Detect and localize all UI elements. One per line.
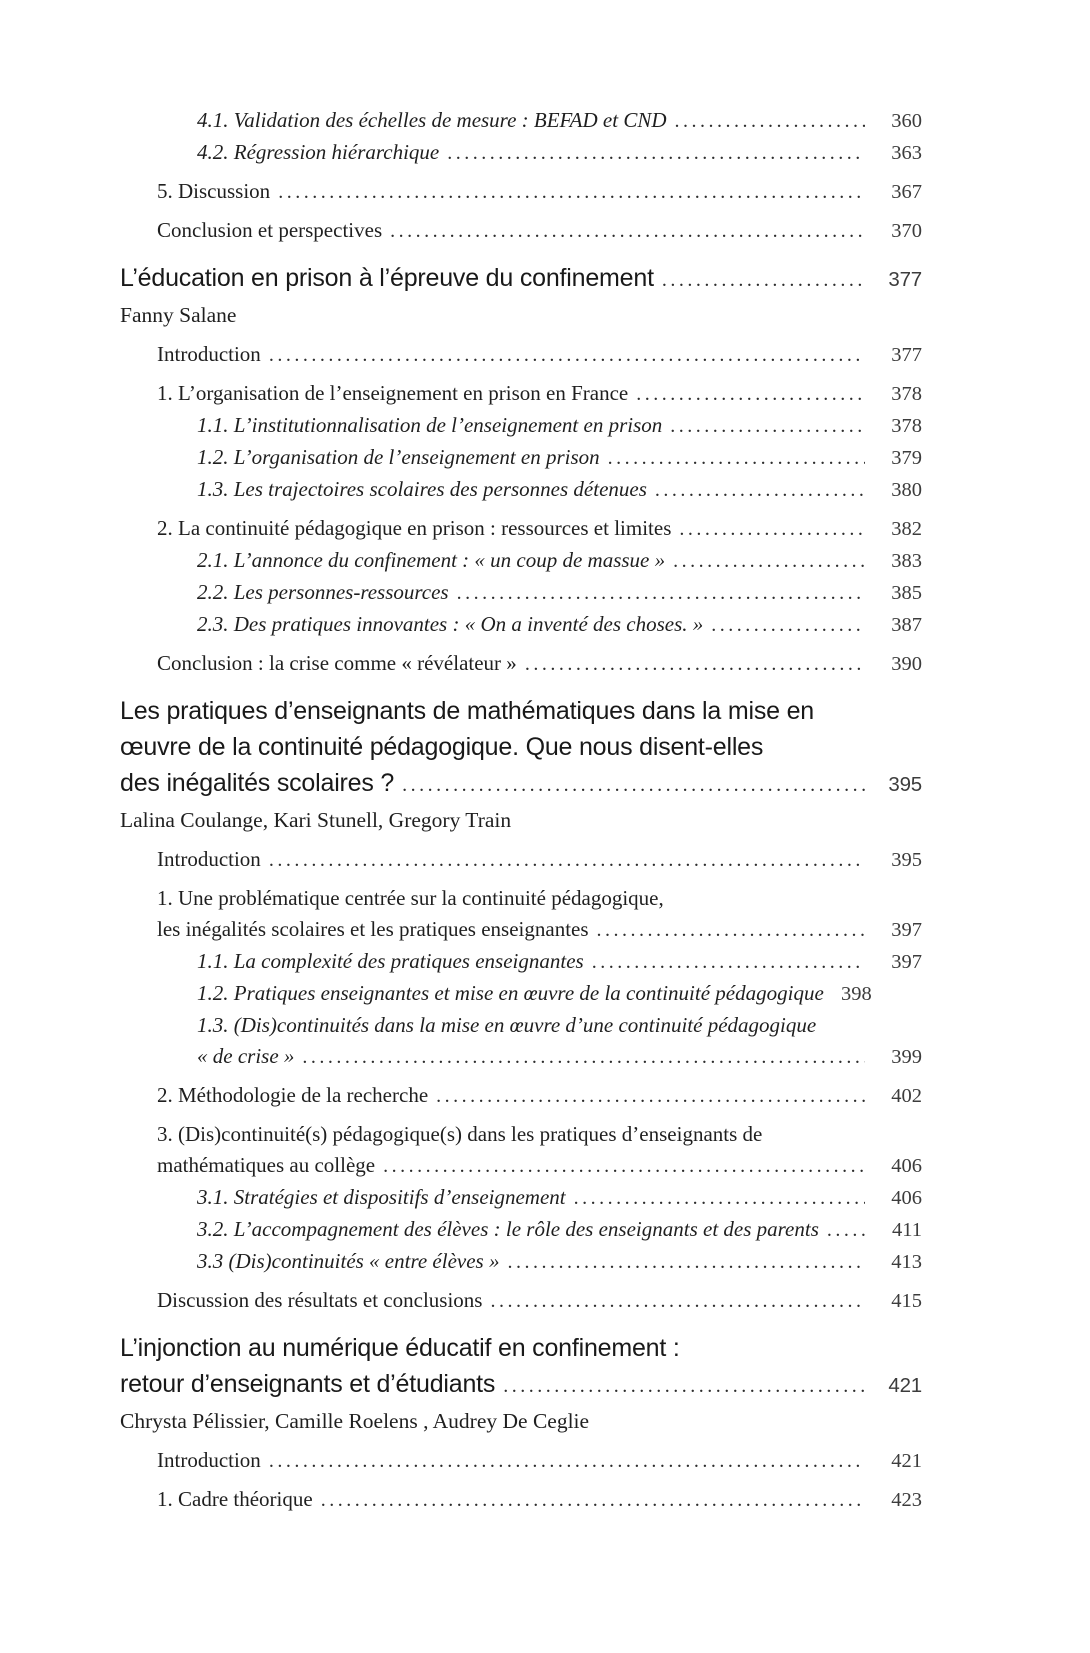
toc-entry-page: 399 [891,1046,922,1068]
toc-entry-page: 380 [891,479,922,501]
dot-leader [447,137,865,169]
toc-entry-page: 378 [891,383,922,405]
toc-chapter-title [120,729,922,765]
dot-leader [269,844,865,876]
toc-entry-page: 415 [891,1290,922,1312]
toc-entry-page: 397 [891,951,922,973]
toc-list [120,105,922,1516]
toc-entry-title: L’injonction au numérique éducatif en confinement : [120,1334,680,1362]
toc-entry-title: 2.3. Des pratiques innovantes : « On a inventé des choses. » [197,612,704,636]
toc-entry-title: Introduction [157,1448,261,1472]
dot-leader [655,474,865,506]
toc-entry-title: Conclusion et perspectives [157,218,383,242]
toc-entry [120,137,922,169]
toc-entry [120,577,922,609]
dot-leader [574,1182,865,1214]
toc-entry-page: 395 [891,849,922,871]
toc-entry-title: des inégalités scolaires ? [120,769,395,797]
toc-entry-title: 1. L’organisation de l’enseignement en prison en France [157,381,629,405]
toc-entry [120,215,922,247]
toc-entry [120,105,922,137]
toc-entry-title: 3.3 (Dis)continuités « entre élèves » [197,1249,500,1273]
dot-leader [390,215,865,247]
toc-entry-title: 1.2. L’organisation de l’enseignement en prison [197,445,600,469]
toc-entry-title: Fanny Salane [120,303,237,327]
toc-entry-title: 2.1. L’annonce du confinement : « un coup de massue » [197,548,666,572]
toc-entry [120,1150,922,1182]
toc-entry-page: 406 [891,1155,922,1177]
toc-entry-page: 413 [891,1251,922,1273]
toc-entry-title: 4.2. Régression hiérarchique [197,140,440,164]
toc-entry-page: 382 [891,518,922,540]
toc-entry-title: mathématiques au collège [157,1153,376,1177]
toc-entry-title: 1. Cadre théorique [157,1487,313,1511]
dot-leader [711,609,865,641]
dot-leader [597,914,865,946]
toc-entry-title: les inégalités scolaires et les pratiques enseignantes [157,917,589,941]
toc-entry-title: 1.3. Les trajectoires scolaires des personnes détenues [197,477,647,501]
toc-entry-title: 3.1. Stratégies et dispositifs d’enseignement [197,1185,566,1209]
dot-leader [679,513,865,545]
toc-entry-title: 1.1. L’institutionnalisation de l’enseignement en prison [197,413,663,437]
dot-leader [269,1445,865,1477]
toc-entry [120,1182,922,1214]
toc-entry-title: 1. Une problématique centrée sur la continuité pédagogique, [157,886,664,910]
toc-entry-page: 377 [888,268,922,291]
dot-leader [278,176,865,208]
dot-leader [436,1080,865,1112]
toc-entry [120,1214,922,1246]
toc-entry-page: 378 [891,415,922,437]
toc-entry-title: 2. Méthodologie de la recherche [157,1083,429,1107]
toc-entry-page: 411 [892,1219,922,1241]
toc-entry-title: Lalina Coulange, Kari Stunell, Gregory Train [120,808,512,832]
dot-leader [670,410,865,442]
toc-entry-title: 1.1. La complexité des pratiques enseignantes [197,949,584,973]
toc-entry [120,946,922,978]
toc-entry [120,1041,922,1073]
toc-entry [120,883,922,914]
toc-entry-title: 1.2. Pratiques enseignantes et mise en œuvre de la continuité pédagogique [197,981,824,1005]
toc-entry-title: 5. Discussion [157,179,271,203]
dot-leader [507,1246,865,1278]
toc-entry [120,844,922,876]
toc-entry-page: 421 [891,1450,922,1472]
toc-chapter-title [120,693,922,729]
toc-entry-page: 383 [891,550,922,572]
dot-leader [636,378,865,410]
toc-entry-page: 421 [888,1374,922,1397]
toc-entry-title: 3.2. L’accompagnement des élèves : le rôle des enseignants et des parents [197,1217,819,1241]
toc-entry-page: 398 [841,983,872,1005]
dot-leader [525,648,865,680]
toc-entry [120,1246,922,1278]
toc-entry [120,378,922,410]
toc-entry-page: 363 [891,142,922,164]
dot-leader [490,1285,865,1317]
toc-entry-title: Introduction [157,342,261,366]
dot-leader [383,1150,865,1182]
toc-entry-title: L’éducation en prison à l’épreuve du confinement [120,264,654,292]
toc-entry-title: 3. (Dis)continuité(s) pédagogique(s) dans les pratiques d’enseignants de [157,1122,763,1146]
toc-entry-page: 385 [891,582,922,604]
dot-leader [402,765,865,803]
toc-entry-page: 367 [891,181,922,203]
toc-entry-title: « de crise » [197,1044,295,1068]
toc-entry [120,545,922,577]
toc-entry-title: 2.2. Les personnes-ressources [197,580,449,604]
toc-entry-title: Les pratiques d’enseignants de mathématiques dans la mise en [120,697,814,725]
toc-entry [120,609,922,641]
dot-leader [675,105,866,137]
toc-author [120,298,922,332]
toc-entry [120,1484,922,1516]
dot-leader [592,946,865,978]
toc-entry-page: 377 [891,344,922,366]
toc-entry-page: 397 [891,919,922,941]
toc-author [120,803,922,837]
toc-entry [120,176,922,208]
toc-entry [120,339,922,371]
toc-entry [120,648,922,680]
toc-entry [120,914,922,946]
toc-entry-page: 395 [888,773,922,796]
dot-leader [457,577,865,609]
toc-entry-title: Conclusion : la crise comme « révélateur » [157,651,517,675]
toc-entry-title: 4.1. Validation des échelles de mesure : BEFAD et CND [197,108,667,132]
toc-entry-page: 390 [891,653,922,675]
toc-entry [120,978,922,1010]
toc-entry-page: 370 [891,220,922,242]
toc-entry-page: 402 [891,1085,922,1107]
toc-author [120,1404,922,1438]
toc-entry [120,513,922,545]
dot-leader [827,1214,865,1246]
toc-entry [120,474,922,506]
toc-entry-title: 2. La continuité pédagogique en prison : ressources et limites [157,516,672,540]
toc-entry-title: œuvre de la continuité pédagogique. Que nous disent-elles [120,733,764,761]
dot-leader [662,260,865,298]
toc-chapter-title [120,1366,922,1404]
toc-entry [120,442,922,474]
toc-entry-page: 387 [891,614,922,636]
dot-leader [302,1041,865,1073]
toc-entry [120,1080,922,1112]
toc-entry-title: Introduction [157,847,261,871]
toc-entry-page: 360 [891,110,922,132]
toc-entry-title: Chrysta Pélissier, Camille Roelens , Audrey De Ceglie [120,1409,590,1433]
toc-chapter-title [120,1330,922,1366]
toc-entry [120,1445,922,1477]
dot-leader [608,442,865,474]
toc-entry-title: Discussion des résultats et conclusions [157,1288,483,1312]
dot-leader [673,545,865,577]
toc-entry [120,410,922,442]
toc-entry [120,1285,922,1317]
dot-leader [321,1484,865,1516]
toc-entry-page: 423 [891,1489,922,1511]
dot-leader [269,339,865,371]
toc-chapter-title [120,260,922,298]
toc-entry-title: retour d’enseignants et d’étudiants [120,1370,496,1398]
toc-entry-page: 406 [891,1187,922,1209]
toc-entry-title: 1.3. (Dis)continuités dans la mise en œuvre d’une continuité pédagogique [197,1013,817,1037]
dot-leader [503,1366,865,1404]
toc-entry-page: 379 [891,447,922,469]
toc-entry [120,1119,922,1150]
toc-entry [120,1010,922,1041]
toc-chapter-title [120,765,922,803]
